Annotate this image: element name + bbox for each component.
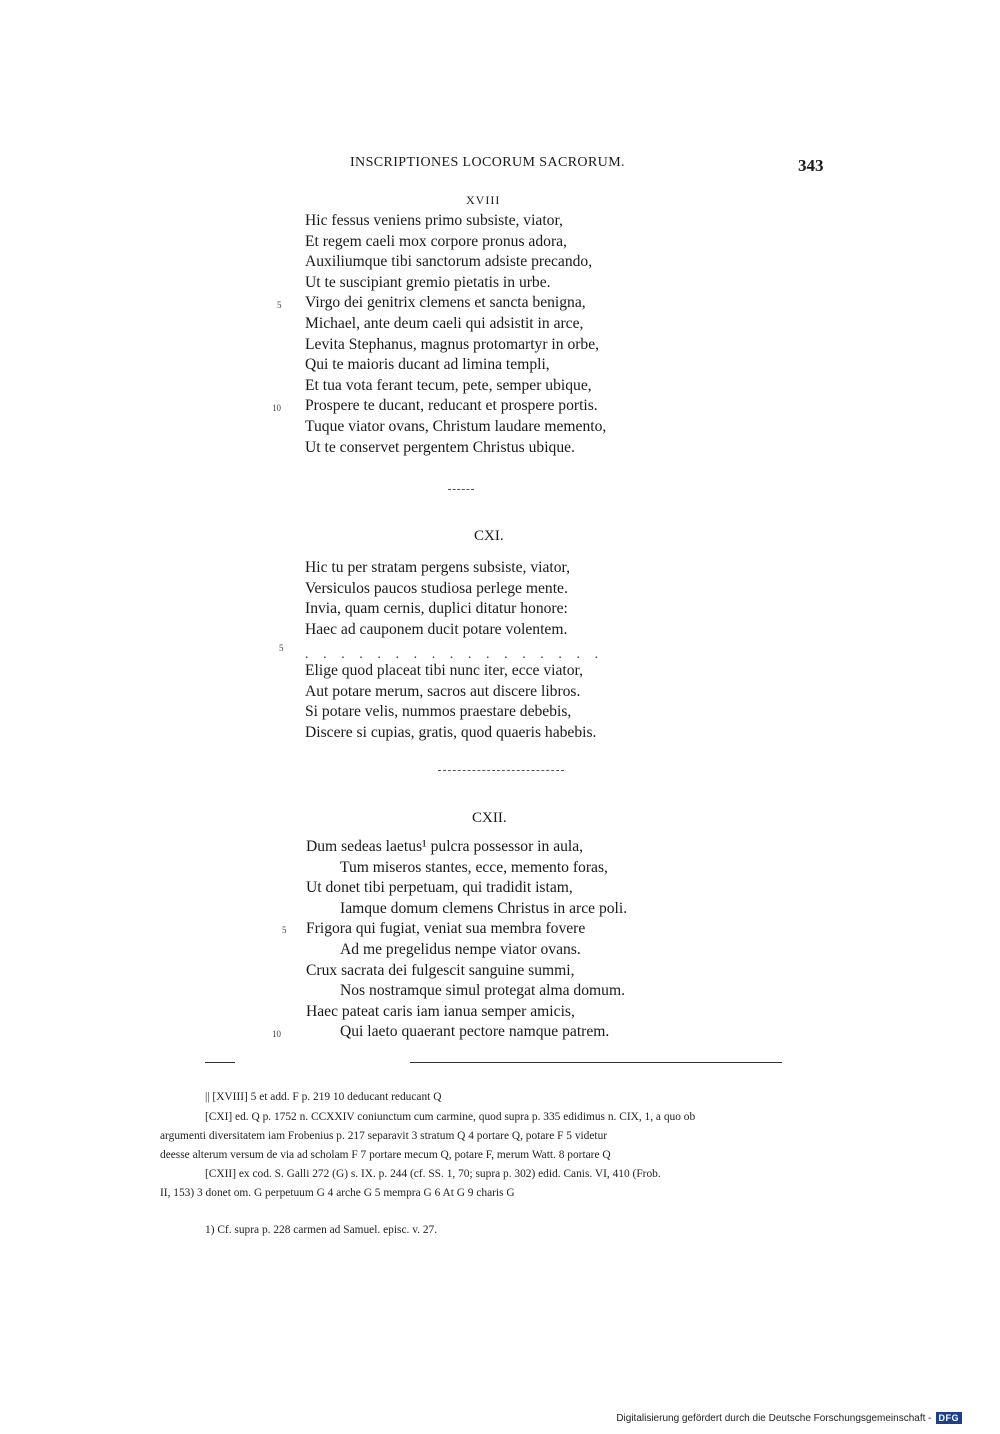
- verse-line: Iamque domum clemens Christus in arce poli.: [340, 899, 628, 917]
- verse-line: Ut donet tibi perpetuam, qui tradidit istam,: [306, 879, 573, 897]
- verse-line: Tuque viator ovans, Christum laudare memento,: [305, 417, 607, 435]
- verse-line: Crux sacrata dei fulgescit sanguine summi,: [306, 961, 575, 979]
- verse-line: Et tua vota ferant tecum, pete, semper ubique,: [305, 376, 592, 394]
- verse-line: Discere si cupias, gratis, quod quaeris habebis.: [305, 723, 597, 741]
- apparatus-note-cxi: argumenti diversitatem iam Frobenius p. 217 separavit 3 stratum Q 4 portare Q, potare F 5 videtur: [160, 1130, 608, 1142]
- verse-line: Virgo dei genitrix clemens et sancta benigna,: [305, 294, 586, 312]
- lacuna-dots: .................: [305, 647, 613, 662]
- verse-line: Qui te maioris ducant ad limina templi,: [305, 356, 550, 374]
- poem-title-xviii: XVIII: [466, 193, 501, 207]
- verse-line: Auxiliumque tibi sanctorum adsiste precando,: [305, 253, 593, 271]
- verse-line: Hic fessus veniens primo subsiste, viator,: [305, 212, 563, 229]
- apparatus-note-cxii: [CXII] ex cod. S. Galli 272 (G) s. IX. p. 244 (cf. SS. 1, 70; supra p. 302) edid. Canis. VI, 410 (Frob.: [205, 1168, 661, 1180]
- verse-line: Invia, quam cernis, duplici ditatur honore:: [305, 600, 568, 618]
- dfg-logo: DFG: [936, 1412, 963, 1424]
- verse-line: Haec ad cauponem ducit potare volentem.: [305, 620, 568, 638]
- verse-line: Aut potare merum, sacros aut discere libros.: [305, 682, 581, 700]
- apparatus-note-cxi: deesse alterum versum de via ad scholam F 7 portare mecum Q, potare F, merum Watt. 8 portare Q: [160, 1149, 611, 1161]
- line-number: 5: [279, 643, 284, 653]
- page-number: 343: [798, 156, 824, 175]
- running-header: INSCRIPTIONES LOCORUM SACRORUM.: [350, 155, 625, 170]
- section-divider: [438, 770, 564, 771]
- apparatus-note-cxi: [CXI] ed. Q p. 1752 n. CCXXIV coniunctum cum carmine, quod supra p. 335 edidimus n. CIX, 1, a quo ob: [205, 1111, 696, 1123]
- verse-line: Prospere te ducant, reducant et prospere portis.: [305, 397, 598, 415]
- apparatus-note-cxii: II, 153) 3 donet om. G perpetuum G 4 arche G 5 mempra G 6 At G 9 charis G: [160, 1187, 515, 1199]
- poem-cxi-continued: [305, 661, 596, 743]
- digitization-credit: [616, 1412, 962, 1424]
- line-number: 10: [272, 403, 281, 413]
- apparatus-rule: [410, 1062, 782, 1063]
- verse-line: Haec pateat caris iam ianua semper amicis,: [306, 1002, 575, 1020]
- poem-cxi: [305, 558, 570, 640]
- verse-line: Tum miseros stantes, ecce, memento foras,: [340, 858, 608, 876]
- credit-text: Digitalisierung gefördert durch die Deutsche Forschungsgemeinschaft -: [616, 1412, 932, 1424]
- verse-line: Ut te suscipiant gremio pietatis in urbe.: [305, 273, 551, 291]
- verse-line: Si potare velis, nummos praestare debebis,: [305, 703, 572, 721]
- verse-line: Michael, ante deum caeli qui adsistit in arce,: [305, 314, 584, 332]
- verse-line: Dum sedeas laetus¹ pulcra possessor in aula,: [306, 838, 584, 855]
- footnote: 1) Cf. supra p. 228 carmen ad Samuel. episc. v. 27.: [205, 1224, 438, 1236]
- verse-line: Versiculos paucos studiosa perlege mente.: [305, 579, 568, 597]
- verse-line: Ut te conservet pergentem Christus ubique.: [305, 438, 575, 456]
- poem-title-cxii: CXII.: [472, 810, 507, 826]
- poem-xviii: [305, 211, 606, 458]
- verse-line: Elige quod placeat tibi nunc iter, ecce viator,: [305, 662, 584, 679]
- section-divider: [448, 489, 474, 490]
- verse-line: Hic tu per stratam pergens subsiste, viator,: [305, 559, 570, 576]
- verse-line: Nos nostramque simul protegat alma domum.: [340, 982, 625, 1000]
- verse-line: Frigora qui fugiat, veniat sua membra fovere: [306, 920, 586, 938]
- verse-line: Et regem caeli mox corpore pronus adora,: [305, 232, 567, 250]
- line-number: 5: [282, 925, 287, 935]
- line-number: 5: [277, 300, 282, 310]
- poem-title-cxi: CXI.: [474, 528, 504, 544]
- line-number: 10: [272, 1029, 281, 1039]
- verse-line: Qui laeto quaerant pectore namque patrem.: [340, 1023, 610, 1041]
- verse-line: Levita Stephanus, magnus protomartyr in orbe,: [305, 335, 600, 353]
- apparatus-note-xviii: || [XVIII] 5 et add. F p. 219 10 deducant reducant Q: [205, 1091, 442, 1103]
- apparatus-rule-left: [205, 1062, 235, 1063]
- verse-line: Ad me pregelidus nempe viator ovans.: [340, 940, 581, 958]
- poem-cxii: [306, 837, 627, 1043]
